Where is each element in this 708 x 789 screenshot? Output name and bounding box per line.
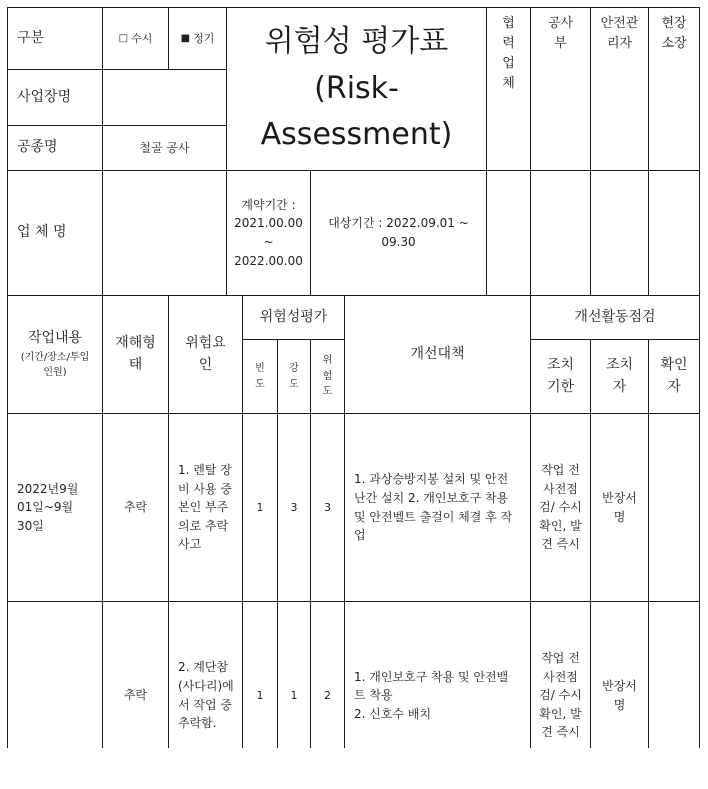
work-type-value[interactable]: 철골 공사 — [139, 140, 190, 155]
site-name-label: 사업장명 — [17, 88, 72, 105]
row1-accident-type[interactable]: 추락 — [123, 500, 148, 515]
row2-hazard[interactable]: 2. 계단참(사다리)에서 작업 중 추락함. — [178, 660, 234, 731]
company-value[interactable] — [103, 171, 226, 295]
row2-accident-type[interactable]: 추락 — [123, 688, 148, 703]
row1-action-person[interactable]: 반장서명 — [602, 490, 637, 524]
row2-risk[interactable]: 2 — [324, 688, 331, 702]
title-line-1: 위험성 평가표 — [264, 24, 449, 60]
row1-measures[interactable]: 1. 과상승방지봉 설치 및 안전난간 설치 2. 개인보호구 착용 및 안전벨트 출걸이 체결 후 작업 — [354, 472, 513, 543]
grid-line — [699, 7, 700, 748]
option-occasional-label: 수시 — [131, 31, 153, 45]
col-risk: 위험도 — [322, 355, 333, 398]
row2-action-person[interactable]: 반장서명 — [602, 678, 637, 712]
row1-deadline[interactable]: 작업 전 사전점검/ 수시 확인, 발견 즉시 — [539, 463, 582, 552]
work-type-label: 공종명 — [17, 139, 58, 156]
option-occasional[interactable] — [103, 8, 168, 69]
col-frequency: 빈도 — [255, 363, 265, 390]
approval-partner: 협력업체 — [502, 16, 515, 92]
row2-measures[interactable]: 1. 개인보호구 착용 및 안전밸트 착용 2. 신호수 배치 — [354, 669, 509, 721]
checkbox-empty-icon: □ — [118, 32, 129, 44]
col-severity: 강도 — [289, 363, 299, 390]
title-line-2: (Risk- — [314, 70, 399, 106]
row1-work[interactable]: 2022년9월01일~9월30일 — [17, 481, 79, 533]
site-name-value[interactable] — [103, 70, 226, 125]
row2-confirmer[interactable] — [649, 602, 699, 789]
col-measures: 개선대책 — [410, 345, 465, 362]
row1-risk[interactable]: 3 — [324, 500, 331, 514]
row2-work[interactable] — [8, 602, 102, 789]
contract-period: 계약기간 : 2021.00.00 ~ 2022.00.00 — [234, 197, 303, 268]
row2-deadline[interactable]: 작업 전 사전점검/ 수시 확인, 발견 즉시 — [539, 651, 582, 740]
target-period: 대상기간 : 2022.09.01 ~ 09.30 — [328, 216, 469, 249]
row1-severity[interactable]: 3 — [290, 500, 298, 514]
row2-frequency[interactable]: 1 — [256, 688, 264, 702]
row2-severity[interactable]: 1 — [290, 688, 298, 702]
row1-frequency[interactable]: 1 — [256, 500, 264, 514]
option-regular[interactable] — [169, 8, 226, 69]
company-label: 업 체 명 — [17, 224, 67, 241]
category-label: 구분 — [17, 29, 45, 46]
row1-hazard[interactable]: 1. 렌탈 장비 사용 중 본인 부주의로 추락사고 — [178, 463, 232, 552]
approval-construction: 공사부 — [547, 16, 574, 52]
approval-safety-manager: 안전관리자 — [600, 16, 639, 52]
col-work-title: 작업내용 — [27, 330, 83, 347]
col-work-subtitle: (기간/장소/투입인원) — [20, 351, 90, 379]
title-line-3: Assessment) — [260, 117, 453, 153]
option-regular-label: 정기 — [193, 31, 215, 45]
col-hazard: 위험요인 — [185, 334, 226, 373]
col-improvement-check: 개선활동점검 — [574, 308, 656, 325]
document-title — [227, 8, 486, 170]
row1-confirmer[interactable] — [649, 414, 699, 601]
col-confirmer: 확인자 — [660, 356, 688, 395]
col-risk-eval: 위험성평가 — [259, 308, 328, 325]
approval-site-manager: 현장소장 — [661, 16, 687, 52]
checkbox-checked-icon: ■ — [180, 32, 191, 44]
col-accident-type: 재해형태 — [115, 334, 156, 373]
col-deadline: 조치기한 — [546, 356, 575, 395]
col-action-person: 조치자 — [605, 356, 634, 395]
col-work — [8, 296, 102, 413]
